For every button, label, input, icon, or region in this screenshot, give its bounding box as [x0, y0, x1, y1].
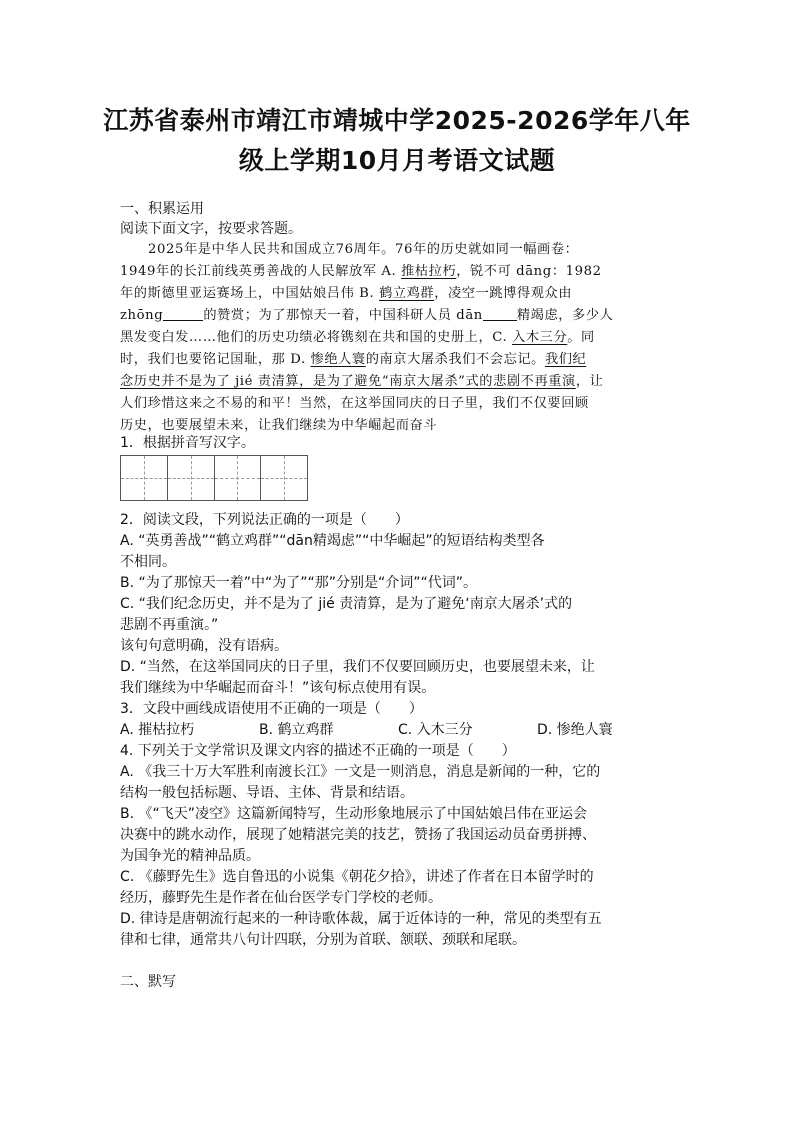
- question-4-option-b-cont: 为国争光的精神品质。: [120, 848, 260, 864]
- question-4-option-b: B. 《“飞天”凌空》这篇新闻特写，生动形象地展示了中国姑娘吕伟在亚运会: [120, 806, 588, 822]
- question-1-stem: 1．根据拼音写汉字。: [120, 435, 255, 451]
- question-4-option-a: A. 《我三十万大军胜利南渡长江》一文是一则消息，消息是新闻的一种，它的: [120, 764, 601, 780]
- passage-text: 年的斯德里亚运赛场上，中国姑娘吕伟 B.: [120, 286, 375, 301]
- question-3-option-c: C. 入木三分: [398, 722, 473, 738]
- question-2-option-a: A. “英勇善战”“鹤立鸡群”“dān精竭虑”“中华崛起”的短语结构类型各: [120, 533, 545, 549]
- passage-text: 的南京大屠杀我们不会忘记。: [365, 352, 545, 367]
- passage-text: ，让: [575, 374, 604, 389]
- passage-line: 2025年是中华人民共和国成立76周年。76年的历史就如同一幅画卷：: [148, 242, 579, 257]
- passage-line: [120, 284, 572, 304]
- question-3-option-a: A. 摧枯拉朽: [120, 722, 195, 738]
- question-2-option-c: C. “我们纪念历史，并不是为了 jié 责清算，是为了避免‘南京大屠杀’式的: [120, 596, 573, 612]
- passage-text: 时，我们也要铭记国耻，那 D.: [120, 352, 306, 367]
- question-4-option-a-cont: 结构一般包括标题、导语、主体、背景和结语。: [120, 785, 414, 801]
- question-3-option-b: B. 鹤立鸡群: [259, 722, 334, 738]
- question-4-option-c-cont: 经历，藤野先生是作者在仙台医学专门学校的老师。: [120, 890, 442, 906]
- question-3-option-d: D. 惨绝人寰: [537, 722, 613, 738]
- question-4-option-b-cont: 决赛中的跳水动作，展现了她精湛完美的技艺，赞扬了我国运动员奋勇拼搏、: [120, 827, 596, 843]
- passage-line: [120, 372, 603, 392]
- document-title-line-1: 江苏省泰州市靖江市靖城中学2025-2026学年八年: [103, 106, 691, 135]
- question-4-option-d-cont: 律和七律，通常共八句计四联，分别为首联、颔联、颈联和尾联。: [120, 932, 526, 948]
- underlined-idiom-b: 鹤立鸡群: [379, 286, 435, 301]
- document-title-line-2: 级上学期10月月考语文试题: [238, 146, 556, 175]
- underlined-idiom-a: 推枯拉朽: [401, 264, 457, 279]
- question-2-option-a-cont: 不相同。: [120, 554, 176, 570]
- question-2-option-c-cont: 该句句意明确，没有语病。: [120, 638, 288, 654]
- passage-line: [120, 328, 595, 348]
- question-2-option-d-cont: 我们继续为中华崛起而奋斗！”该句标点使用有误。: [120, 680, 436, 696]
- section-heading: 二、默写: [120, 974, 176, 990]
- underlined-idiom-c: 入木三分: [512, 330, 568, 345]
- passage-text: 1949年的长江前线英勇善战的人民解放军 A.: [120, 264, 397, 279]
- underlined-sentence: 念历史并不是为了 jié 责清算，是为了避免“南京大屠杀”式的悲剧不再重演: [120, 374, 576, 389]
- passage-text: 精竭虑，多少人: [516, 308, 614, 323]
- underlined-idiom-d: 惨绝人寰: [310, 352, 366, 367]
- question-2-stem: 2．阅读文段，下列说法正确的一项是（ ）: [120, 512, 409, 528]
- question-2-option-c-cont: 悲剧不再重演。”: [120, 617, 219, 633]
- section-heading: 一、积累运用: [120, 201, 204, 217]
- passage-line: 人们珍惜这来之不易的和平！当然，在这举国同庆的日子里，我们不仅要回顾: [120, 396, 589, 411]
- answer-grid-cell[interactable]: [168, 456, 215, 500]
- pinyin-text: zhōng: [120, 308, 164, 323]
- passage-line: 历史，也要展望未来，让我们继续为中华崛起而奋斗: [120, 418, 438, 433]
- answer-grid-cell[interactable]: [261, 456, 307, 500]
- passage-text: 。同: [567, 330, 595, 345]
- underlined-sentence: 我们纪: [544, 352, 587, 367]
- answer-grid-cell[interactable]: [121, 456, 168, 500]
- passage-text: ，锐不可 dāng：1982: [456, 264, 602, 279]
- passage-line: [120, 306, 613, 326]
- question-4-option-d: D. 律诗是唐朝流行起来的一种诗歌体裁，属于近体诗的一种，常见的类型有五: [120, 911, 602, 927]
- answer-grid-cell[interactable]: [215, 456, 262, 500]
- fill-blank[interactable]: [163, 306, 203, 321]
- passage-line: [120, 350, 586, 370]
- instruction-text: 阅读下面文字，按要求答题。: [120, 221, 302, 237]
- passage-text: 的赞赏；为了那惊天一着，中国科研人员 dān: [203, 308, 483, 323]
- question-4-stem: 4. 下列关于文学常识及课文内容的描述不正确的一项是（ ）: [120, 743, 516, 759]
- question-4-option-c: C. 《藤野先生》选自鲁迅的小说集《朝花夕拾》，讲述了作者在日本留学时的: [120, 869, 594, 885]
- fill-blank[interactable]: [483, 306, 517, 321]
- question-3-stem: 3．文段中画线成语使用不正确的一项是（ ）: [120, 701, 423, 717]
- answer-grid[interactable]: [120, 455, 308, 501]
- question-2-option-b: B. “为了那惊天一着”中“为了”“那”分别是“介词”“代词”。: [120, 575, 478, 591]
- question-2-option-d: D. “当然，在这举国同庆的日子里，我们不仅要回顾历史，也要展望未来，让: [120, 659, 595, 675]
- passage-text: ，凌空一跳博得观众由: [434, 286, 573, 301]
- passage-text: 黑发变白发……他们的历史功绩必将镌刻在共和国的史册上，C.: [120, 330, 508, 345]
- passage-line: [120, 262, 602, 282]
